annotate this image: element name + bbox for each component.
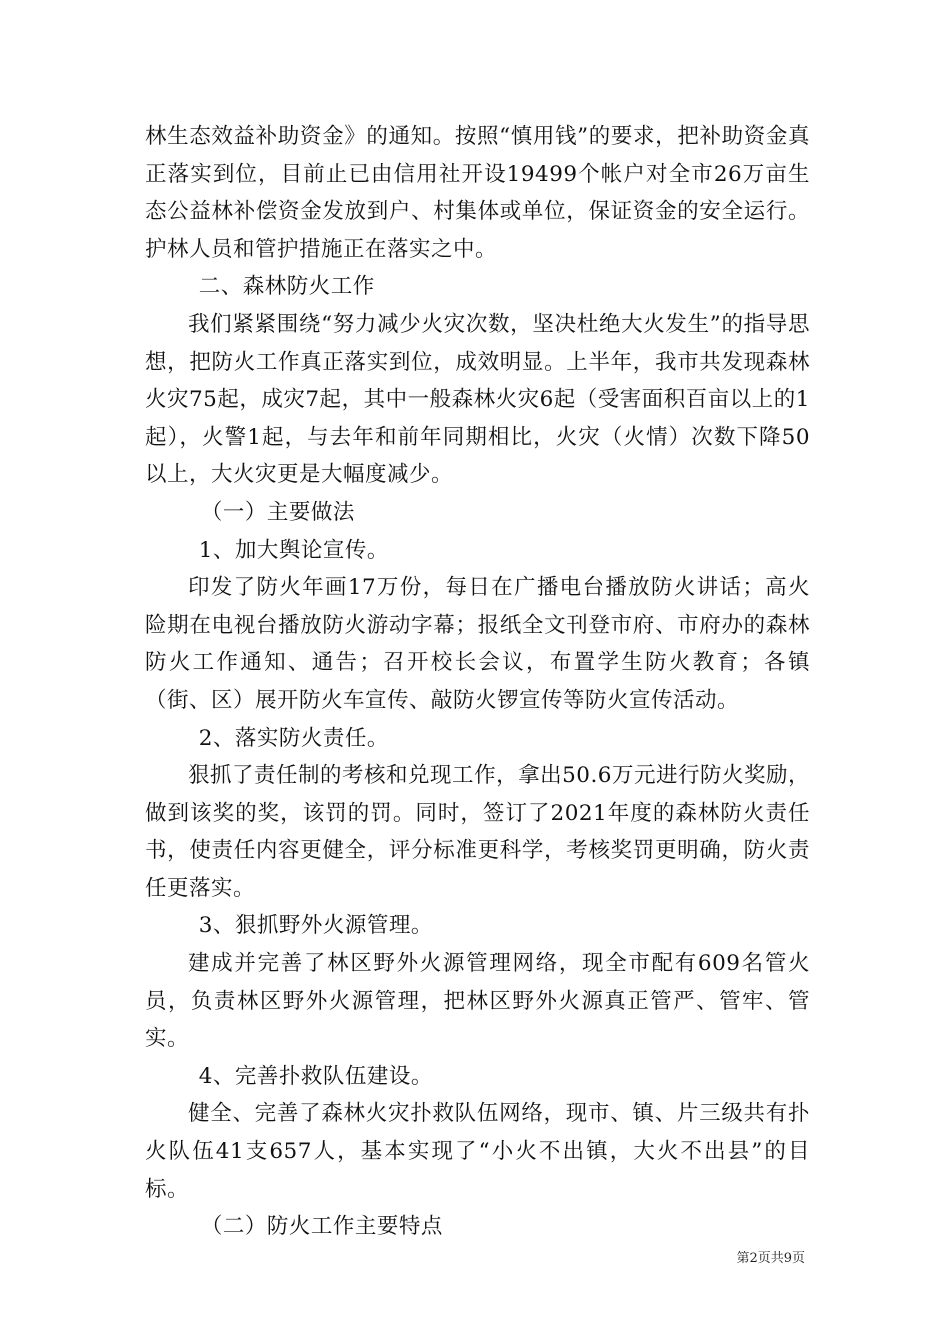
paragraph-rescue-team: 健全、完善了森林火灾扑救队伍网络，现市、镇、片三级共有扑火队伍41支657人，基本实现了“小火不出镇，大火不出县”的目标。 bbox=[145, 1101, 810, 1202]
item-heading-responsibility: 2、落实防火责任。 bbox=[198, 725, 389, 751]
item-heading-publicity: 1、加大舆论宣传。 bbox=[198, 537, 389, 563]
paragraph-ecological-fund: 林生态效益补助资金》的通知。按照“慎用钱”的要求，把补助资金真正落实到位，目前止已由信用社开设19499个帐户对全市26万亩生态公益林补偿资金发放到户、村集体或单位，保证资金的安全运行。护林人员和管护措施正在落实之中。 bbox=[145, 124, 810, 262]
section-heading-fire-prevention: 二、森林防火工作 bbox=[198, 274, 375, 300]
paragraph-fire-overview: 我们紧紧围绕“努力减少火灾次数，坚决杜绝大火发生”的指导思想，把防火工作真正落实到位，成效明显。上半年，我市共发现森林火灾75起，成灾7起，其中一般森林火灾6起（受害面积百亩以上的1起），火警1起，与去年和前年同期相比，火灾（火情）次数下降50以上，大火灾更是大幅度减少。 bbox=[145, 311, 810, 488]
subheading-main-features: （二）防火工作主要特点 bbox=[200, 1214, 443, 1240]
subheading-main-practices: （一）主要做法 bbox=[200, 499, 355, 525]
paragraph-publicity: 印发了防火年画17万份，每日在广播电台播放防火讲话；高火险期在电视台播放防火游动字幕；报纸全文刊登市府、市府办的森林防火工作通知、通告；召开校长会议，布置学生防火教育；各镇（街、区）展开防火车宣传、敲防火锣宣传等防火宣传活动。 bbox=[145, 575, 810, 713]
item-heading-rescue-team: 4、完善扑救队伍建设。 bbox=[198, 1063, 433, 1089]
paragraph-responsibility: 狠抓了责任制的考核和兑现工作，拿出50.6万元进行防火奖励，做到该奖的奖，该罚的罚。同时，签订了2021年度的森林防火责任书，使责任内容更健全，评分标准更科学，考核奖罚更明确，防火责任更落实。 bbox=[145, 763, 810, 901]
item-heading-fire-source: 3、狠抓野外火源管理。 bbox=[198, 913, 433, 939]
page-number-footer: 第2页共9页 bbox=[736, 1251, 805, 1266]
document-body bbox=[145, 118, 810, 1246]
paragraph-fire-source: 建成并完善了林区野外火源管理网络，现全市配有609名管火员，负责林区野外火源管理，把林区野外火源真正管严、管牢、管实。 bbox=[145, 951, 810, 1052]
